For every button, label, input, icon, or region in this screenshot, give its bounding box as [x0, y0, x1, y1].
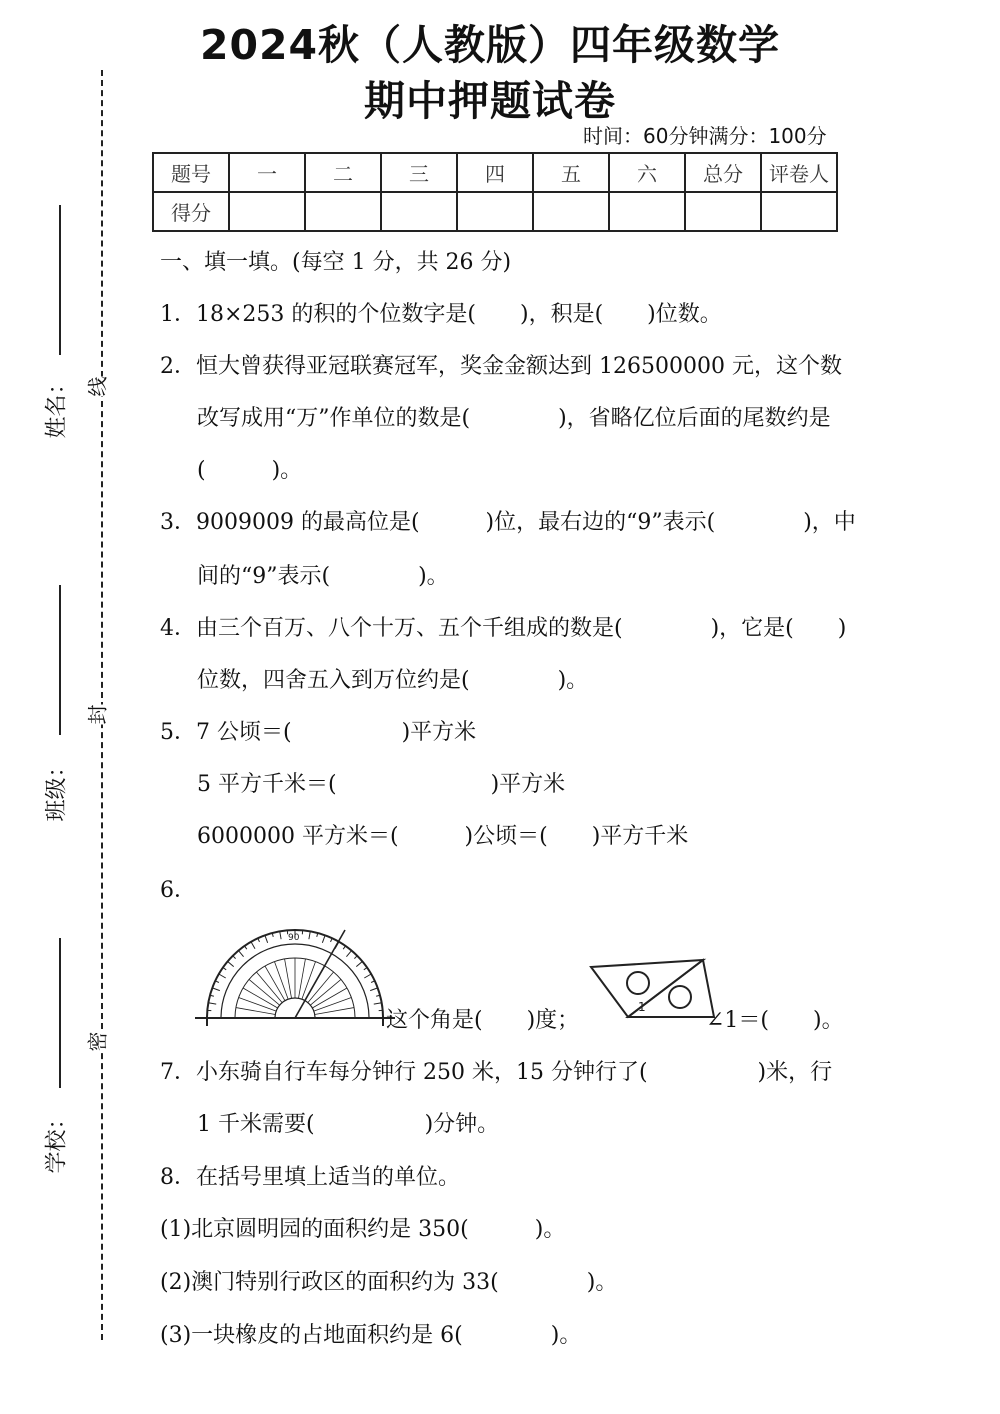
question-line: (3)一块橡皮的占地面积约是 6( )。 — [160, 1323, 582, 1348]
page-subtitle: 期中押题试卷 — [364, 77, 616, 125]
protractor-tick — [374, 1003, 382, 1004]
protractor-tick — [223, 968, 226, 970]
score-input-cell[interactable] — [761, 192, 837, 231]
question-line: 5．7 公顷＝( )平方米 — [160, 720, 477, 745]
score-table-header-row — [153, 153, 837, 192]
protractor-tick — [346, 951, 351, 957]
protractor-tick — [212, 988, 220, 991]
protractor-tick — [354, 956, 357, 959]
score-table-score-row — [153, 192, 837, 231]
q6-triangle-text: ∠1＝( )。 — [706, 1008, 844, 1033]
protractor-tick — [251, 942, 255, 949]
school-label: 学校： — [44, 1107, 70, 1174]
score-header-cell: 总分 — [685, 153, 761, 192]
protractor-90-label: 90 — [288, 933, 300, 943]
protractor-tick — [228, 961, 234, 966]
score-header-cell: 评卷人 — [761, 153, 837, 192]
protractor-tick — [245, 946, 247, 949]
page-title: 2024秋（人教版）四年级数学 — [199, 21, 781, 69]
score-header-cell: 六 — [609, 153, 685, 192]
protractor-tick — [265, 935, 268, 943]
score-header-cell: 一 — [229, 153, 305, 192]
question-line: 改写成用“万”作单位的数是( )，省略亿位后面的尾数约是 — [197, 406, 831, 431]
class-label: 班级： — [44, 755, 70, 822]
score-input-cell[interactable] — [533, 192, 609, 231]
question-line: 1 千米需要( )分钟。 — [197, 1112, 500, 1137]
score-header-cell: 题号 — [153, 153, 229, 192]
seal-char-xian: 线 — [80, 377, 113, 397]
q6-angle-text: 这个角是( )度； — [386, 1008, 580, 1033]
score-input-cell[interactable] — [609, 192, 685, 231]
seal-char-mi: 密 — [80, 1032, 113, 1052]
score-input-cell[interactable] — [457, 192, 533, 231]
protractor-tick — [238, 951, 243, 957]
question-line: 7．小东骑自行车每分钟行 250 米，15 分钟行了( )米，行 — [160, 1060, 833, 1085]
seal-char-feng: 封 — [80, 705, 113, 725]
score-input-cell[interactable] — [229, 192, 305, 231]
score-header-cell: 四 — [457, 153, 533, 192]
protractor-tick — [280, 931, 281, 939]
protractor-figure — [195, 918, 395, 1028]
score-label-cell: 得分 — [153, 192, 229, 231]
question-line: 2．恒大曾获得亚冠联赛冠军，奖金金额达到 126500000 元，这个数 — [160, 354, 842, 379]
protractor-tick — [364, 974, 371, 978]
protractor-tick — [322, 935, 325, 943]
score-header-cell: 二 — [305, 153, 381, 192]
name-fill-line[interactable] — [59, 205, 61, 355]
score-table — [152, 152, 838, 232]
protractor-tick — [233, 956, 236, 959]
protractor-tick — [309, 931, 310, 939]
score-input-cell[interactable] — [381, 192, 457, 231]
question-line: ( )。 — [197, 458, 303, 483]
question-line: (1)北京圆明园的面积约是 350( )。 — [160, 1217, 566, 1242]
protractor-tick — [370, 988, 378, 991]
score-input-cell[interactable] — [305, 192, 381, 231]
section-heading: 一、填一填。(每空 1 分，共 26 分) — [160, 250, 512, 275]
question-line: 6． — [160, 878, 196, 903]
name-label: 姓名： — [44, 372, 70, 439]
time-info: 时间：60分钟满分：100分 — [583, 124, 827, 148]
question-line: (2)澳门特别行政区的面积约为 33( )。 — [160, 1270, 618, 1295]
protractor-tick — [343, 946, 345, 949]
class-fill-line[interactable] — [59, 585, 61, 735]
question-line: 间的“9”表示( )。 — [197, 564, 449, 589]
score-header-cell: 五 — [533, 153, 609, 192]
score-input-cell[interactable] — [685, 192, 761, 231]
angle-1-label: 1 — [638, 1000, 646, 1014]
protractor-tick — [208, 1003, 216, 1004]
protractor-tick — [356, 961, 362, 966]
protractor-tick — [364, 968, 367, 970]
question-line: 3．9009009 的最高位是( )位，最右边的“9”表示( )，中 — [160, 510, 856, 535]
protractor-tick — [219, 974, 226, 978]
triangle-ruler-figure — [588, 955, 718, 1025]
question-line: 6000000 平方米＝( )公顷＝( )平方千米 — [197, 824, 689, 849]
question-line: 5 平方千米＝( )平方米 — [197, 772, 566, 797]
question-line: 位数，四舍五入到万位约是( )。 — [197, 668, 589, 693]
question-line: 8．在括号里填上适当的单位。 — [160, 1165, 460, 1190]
school-fill-line[interactable] — [59, 938, 61, 1088]
question-line: 4．由三个百万、八个十万、五个千组成的数是( )，它是( ) — [160, 616, 847, 641]
score-header-cell: 三 — [381, 153, 457, 192]
question-line: 1．18×253 的积的个位数字是( )，积是( )位数。 — [160, 302, 722, 327]
